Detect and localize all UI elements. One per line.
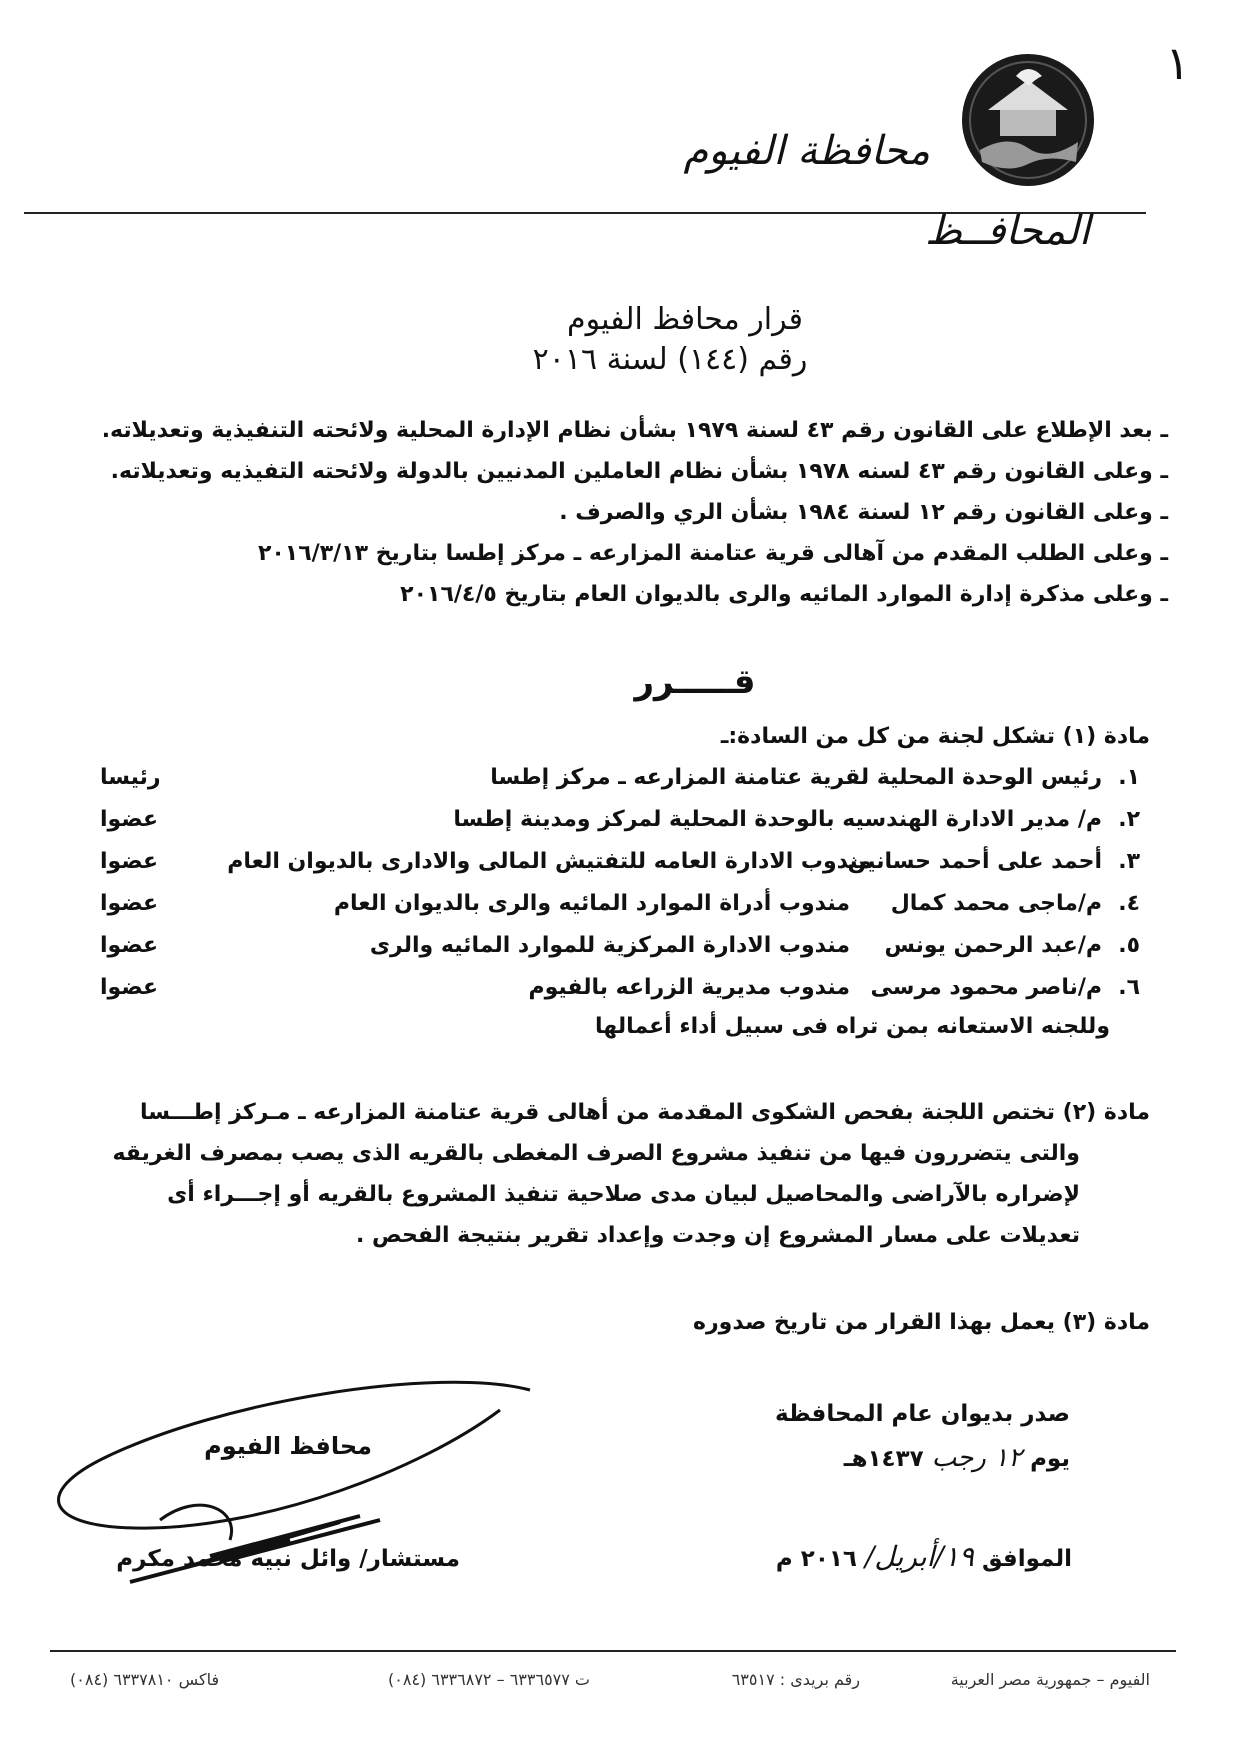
member-row — [100, 967, 1140, 1009]
gregorian-date — [776, 1540, 1072, 1573]
article-3: مادة (٣) يعمل بهذا القرار من تاريخ صدوره — [693, 1310, 1150, 1335]
governorate-logo — [958, 50, 1098, 190]
member-name: أحمد على أحمد حسانين — [847, 849, 1102, 874]
governorate-name: محافظة الفيوم — [683, 128, 930, 174]
reference-line: ـ وعلى القانون رقم ٤٣ لسنه ١٩٧٨ بشأن نظام العاملين المدنيين بالدولة ولائحته التفيذيه وتعديلاته. — [110, 459, 1168, 484]
signatory-name: مستشار/ وائل نبيه محمد مكرم — [116, 1546, 460, 1572]
member-representation: مندوب الادارة العامه للتفتيش المالى والادارى بالديوان العام — [227, 849, 872, 874]
member-role: عضوا — [100, 891, 159, 916]
article-2-line: لإضراره بالآراضى والمحاصيل لبيان مدى صلاحية تنفيذ المشروع بالقريه أو إجـــراء أى — [167, 1182, 1080, 1207]
issued-at: صدر بديوان عام المحافظة — [774, 1401, 1070, 1427]
signatory-title: محافظ الفيوم — [204, 1432, 372, 1460]
article-2 — [112, 1092, 1150, 1256]
member-row — [100, 841, 1140, 883]
assistance-clause: وللجنه الاستعانه بمن تراه فى سبيل أداء أعمالها — [595, 1014, 1110, 1039]
article-2-line: مادة (٢) تختص اللجنة بفحص الشكوى المقدمة من أهالى قرية عتامنة المزارعه ـ مـركز إطـــسا — [140, 1100, 1150, 1125]
member-name: م/عبد الرحمن يونس — [884, 933, 1102, 958]
member-role: عضوا — [100, 807, 159, 832]
footer-postal: رقم بريدى : ٦٣٥١٧ — [731, 1670, 860, 1689]
reference-line: ـ وعلى الطلب المقدم من آهالى قرية عتامنة المزارعه ـ مركز إطسا بتاريخ ٢٠١٦/٣/١٣ — [257, 541, 1168, 566]
member-description: رئيس الوحدة المحلية لقرية عتامنة المزارعه ـ مركز إطسا — [490, 765, 1102, 790]
footer — [70, 1670, 1150, 1700]
footer-divider — [50, 1650, 1176, 1652]
member-number: ١. — [1118, 765, 1140, 790]
member-row — [100, 925, 1140, 967]
member-representation: مندوب الادارة المركزية للموارد المائيه والرى — [369, 933, 850, 958]
gregorian-year: ٢٠١٦ م — [775, 1546, 857, 1572]
member-role: عضوا — [100, 975, 159, 1000]
decision-number: رقم (١٤٤) لسنة ٢٠١٦ — [532, 342, 808, 377]
reference-line: ـ بعد الإطلاع على القانون رقم ٤٣ لسنة ١٩٧٩ بشأن نظام الإدارة المحلية ولائحته التنفيذية وتعديلاته. — [101, 418, 1168, 443]
decided-heading: قـــــرر — [634, 662, 756, 702]
article-2-line: والتى يتضررون فيها من تنفيذ مشروع الصرف المغطى بالقريه الذى يصب بمصرف الغريقه — [112, 1141, 1080, 1166]
legal-references — [48, 410, 1168, 615]
member-number: ٣. — [1118, 849, 1140, 874]
member-role: عضوا — [100, 849, 159, 874]
page-number: ١ — [1165, 36, 1190, 90]
reference-line: ـ وعلى مذكرة إدارة الموارد المائيه والرى بالديوان العام بتاريخ ٢٠١٦/٤/٥ — [400, 582, 1168, 607]
decision-title: قرار محافظ الفيوم — [567, 302, 803, 337]
footer-phone: ت ٦٣٣٦٥٧٧ – ٦٣٣٦٨٧٢ (٠٨٤) — [388, 1670, 590, 1689]
article-1-heading: مادة (١) تشكل لجنة من كل من السادة:ـ — [720, 724, 1150, 749]
member-number: ٢. — [1118, 807, 1140, 832]
footer-address: الفيوم – جمهورية مصر العربية — [950, 1670, 1150, 1689]
issuance-block — [775, 1392, 1070, 1481]
member-row — [100, 883, 1140, 925]
member-row — [100, 757, 1140, 799]
footer-fax: فاكس ٦٣٣٧٨١٠ (٠٨٤) — [70, 1670, 220, 1689]
member-representation: مندوب مديرية الزراعه بالفيوم — [528, 975, 850, 1000]
member-representation: مندوب أدراة الموارد المائيه والرى بالديوان العام — [333, 891, 850, 916]
office-title: المحافــظ — [925, 208, 1090, 254]
day-label: يوم — [1030, 1446, 1070, 1472]
gregorian-label: الموافق — [981, 1546, 1072, 1572]
member-number: ٥. — [1118, 933, 1140, 958]
member-role: رئيسا — [100, 765, 161, 790]
reference-line: ـ وعلى القانون رقم ١٢ لسنة ١٩٨٤ بشأن الري والصرف . — [559, 500, 1168, 525]
hijri-year: ١٤٣٧هـ — [843, 1446, 924, 1472]
member-name: م/ناصر محمود مرسى — [870, 975, 1102, 1000]
member-description: م/ مدير الادارة الهندسيه بالوحدة المحلية لمركز ومدينة إطسا — [453, 807, 1102, 832]
hijri-handwritten: ١٢ رجب — [931, 1443, 1023, 1473]
member-role: عضوا — [100, 933, 159, 958]
hijri-date — [775, 1436, 1070, 1481]
member-number: ٦. — [1118, 975, 1140, 1000]
committee-members — [100, 757, 1140, 1009]
decision-heading — [0, 300, 1240, 380]
member-number: ٤. — [1118, 891, 1140, 916]
member-name: م/ماجى محمد كمال — [890, 891, 1102, 916]
member-row — [100, 799, 1140, 841]
gregorian-handwritten: ١٩/أبريل/ — [864, 1540, 974, 1573]
article-2-line: تعديلات على مسار المشروع إن وجدت وإعداد تقرير بنتيجة الفحص . — [355, 1223, 1080, 1248]
